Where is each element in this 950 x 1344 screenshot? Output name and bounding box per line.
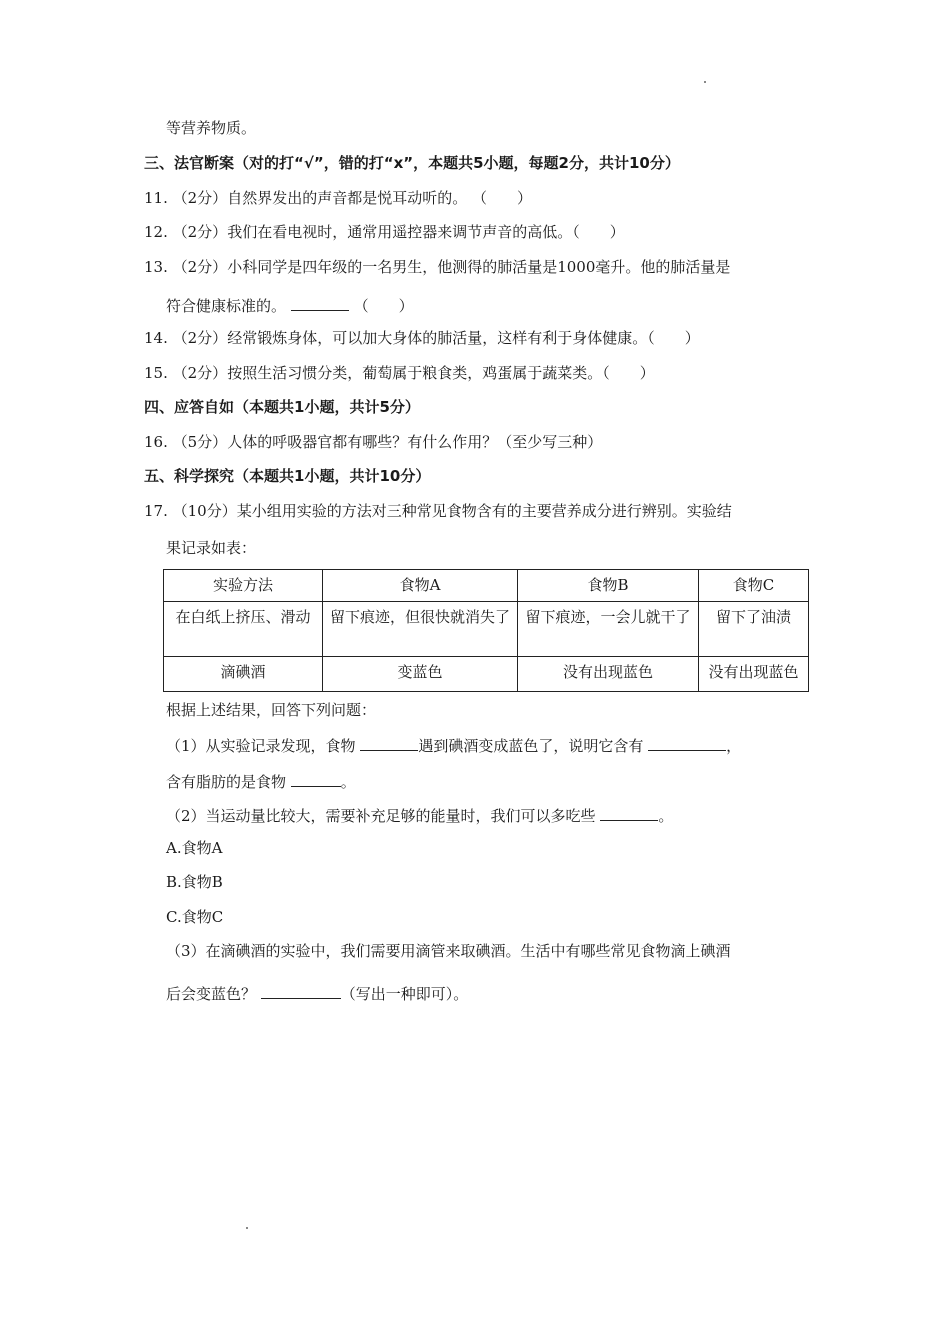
table-row (164, 602, 809, 657)
table-cell: 在白纸上挤压、滑动 (164, 602, 323, 657)
answer-paren[interactable]: （ ） (353, 297, 414, 315)
experiment-results-table (163, 569, 809, 692)
question-text: 经常锻炼身体，可以加大身体的肺活量，这样有利于身体健康。 (227, 329, 648, 347)
table-cell: 没有出现蓝色 (699, 657, 809, 692)
question-13-cont (166, 294, 414, 316)
table-cell: 留下痕迹，一会儿就干了 (518, 602, 699, 657)
sub-question-3: （3）在滴碘酒的实验中，我们需要用滴管来取碘酒。生活中有哪些常见食物滴上碘酒 (166, 942, 731, 960)
table-cell: 没有出现蓝色 (518, 657, 699, 692)
table-header-cell: 实验方法 (164, 570, 323, 602)
answer-blank-food[interactable] (360, 734, 418, 751)
sub-question-1 (166, 734, 741, 756)
table-row (164, 657, 809, 692)
question-text: 人体的呼吸器官都有哪些？有什么作用？（至少写三种） (227, 433, 603, 451)
page-artifact-dot (246, 1227, 248, 1229)
question-14 (144, 328, 700, 348)
answer-paren[interactable]: （ ） (572, 223, 625, 241)
question-score: （2分） (172, 223, 228, 241)
question-score: （2分） (172, 364, 228, 382)
question-17 (144, 501, 732, 521)
table-cell: 滴碘酒 (164, 657, 323, 692)
question-score: （5分） (172, 433, 228, 451)
table-header-row (164, 570, 809, 602)
question-number: 14. (144, 329, 168, 347)
sub-question-text: 含有脂肪的是食物 (166, 773, 287, 791)
answer-blank-fat-food[interactable] (291, 770, 341, 787)
question-text: 自然界发出的声音都是悦耳动听的。 (227, 189, 468, 207)
sub-question-text: （1）从实验记录发现，食物 (166, 737, 356, 755)
question-16 (144, 432, 602, 452)
answer-blank-energy-food[interactable] (600, 804, 658, 821)
table-cell: 留下痕迹，但很快就消失了 (323, 602, 518, 657)
question-number: 16. (144, 433, 168, 451)
question-number: 12. (144, 223, 168, 241)
section-heading-5: 五、科学探究（本题共1小题，共计10分） (144, 467, 431, 485)
question-number: 15. (144, 364, 168, 382)
sub-question-text: 后会变蓝色？ (166, 985, 257, 1003)
question-text: 按照生活习惯分类，葡萄属于粮食类，鸡蛋属于蔬菜类。 (227, 364, 603, 382)
question-text: 我们在看电视时，通常用遥控器来调节声音的高低。 (227, 223, 573, 241)
section-heading-3: 三、法官断案（对的打“√”，错的打“x”，本题共5小题，每题2分，共计10分） (144, 154, 680, 172)
answer-blank-nutrient[interactable] (648, 734, 726, 751)
table-cell: 留下了油渍 (699, 602, 809, 657)
table-cell: 变蓝色 (323, 657, 518, 692)
question-15 (144, 363, 655, 383)
answer-paren[interactable]: （ ） (602, 364, 655, 382)
table-header-cell: 食物B (518, 570, 699, 602)
continued-text: 等营养物质。 (166, 119, 257, 137)
table-header-cell: 食物C (699, 570, 809, 602)
sub-question-2 (166, 804, 673, 826)
punctuation: ， (726, 737, 742, 755)
answer-blank-food-example[interactable] (261, 982, 341, 999)
sub-question-text: （2）当运动量比较大，需要补充足够的能量时，我们可以多吃些 (166, 807, 596, 825)
option-b[interactable]: B.食物B (166, 873, 223, 891)
question-17-cont: 果记录如表： (166, 539, 257, 557)
question-text: 小科同学是四年级的一名男生，他测得的肺活量是1000毫升。他的肺活量是 (227, 258, 731, 276)
table-header-cell: 食物A (323, 570, 518, 602)
answer-paren[interactable]: （ ） (647, 329, 700, 347)
sub-question-3-cont (166, 982, 468, 1004)
option-a[interactable]: A.食物A (166, 839, 223, 857)
punctuation: 。 (658, 807, 674, 825)
page-artifact-dot (704, 81, 706, 83)
after-table-text: 根据上述结果，回答下列问题： (166, 701, 377, 719)
question-12 (144, 222, 625, 242)
question-score: （10分） (172, 502, 237, 520)
question-11 (144, 188, 532, 208)
sub-question-1-cont (166, 770, 356, 792)
punctuation: 。 (340, 773, 356, 791)
question-text: 某小组用实验的方法对三种常见食物含有的主要营养成分进行辨别。实验结 (236, 502, 732, 520)
question-13 (144, 257, 730, 277)
sub-question-text: （写出一种即可）。 (340, 985, 469, 1003)
question-number: 17. (144, 502, 168, 520)
answer-paren[interactable]: （ ） (471, 189, 532, 207)
question-text-cont: 符合健康标准的。 (166, 297, 287, 315)
question-score: （2分） (172, 258, 228, 276)
answer-blank[interactable] (291, 294, 349, 311)
question-number: 11. (144, 189, 168, 207)
question-number: 13. (144, 258, 168, 276)
sub-question-text: 遇到碘酒变成蓝色了，说明它含有 (418, 737, 644, 755)
option-c[interactable]: C.食物C (166, 908, 224, 926)
section-heading-4: 四、应答自如（本题共1小题，共计5分） (144, 398, 420, 416)
question-score: （2分） (172, 189, 228, 207)
question-score: （2分） (172, 329, 228, 347)
